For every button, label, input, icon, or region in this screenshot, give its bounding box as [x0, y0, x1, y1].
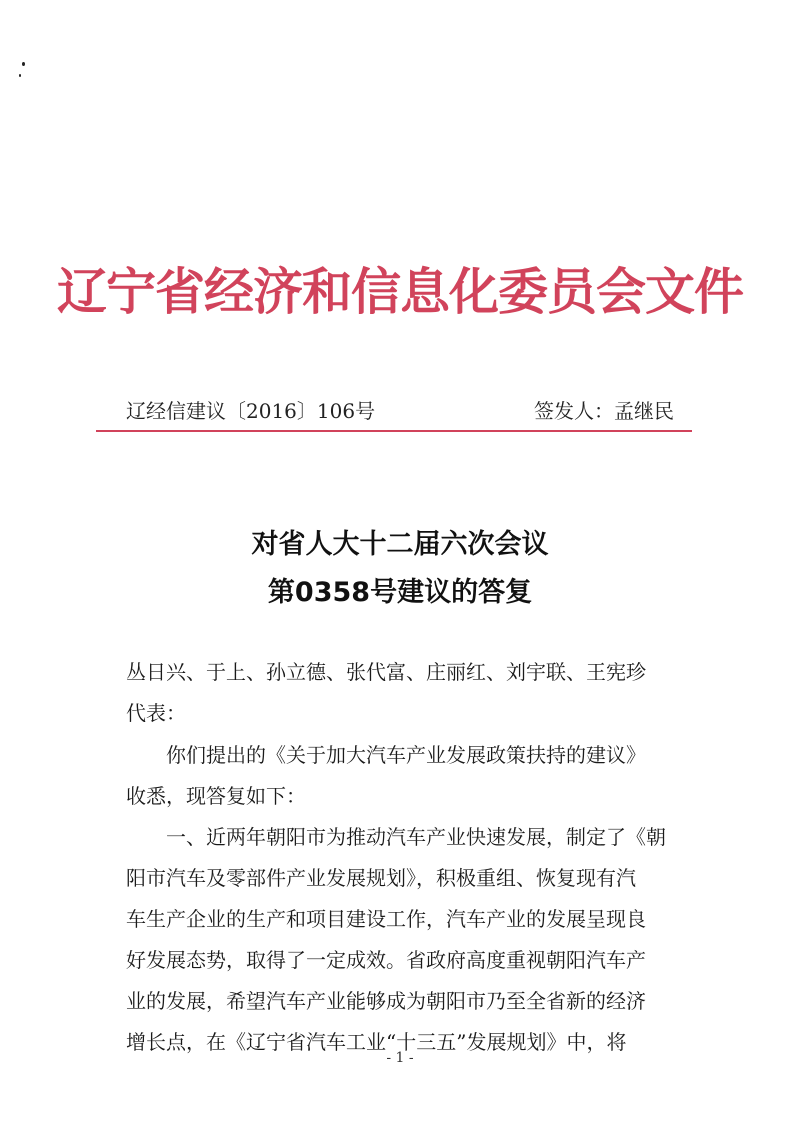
body-line: 一、近两年朝阳市为推动汽车产业快速发展，制定了《朝 [126, 825, 666, 849]
salutation-line-1: 丛日兴、于上、孙立德、张代富、庄丽红、刘宇联、王宪珍 [126, 660, 646, 684]
body-line: 你们提出的《关于加大汽车产业发展政策扶持的建议》 [126, 743, 646, 767]
document-title-line-2: 第0358号建议的答复 [267, 577, 533, 608]
body-line: 好发展态势，取得了一定成效。省政府高度重视朝阳汽车产 [126, 948, 646, 972]
salutation-line-2: 代表： [126, 701, 186, 725]
body-line: 收悉，现答复如下： [126, 784, 306, 808]
document-title-line-1: 对省人大十二届六次会议 [251, 529, 549, 560]
red-divider-rule [96, 430, 692, 432]
body-line: 增长点，在《辽宁省汽车工业“十三五”发展规划》中，将 [126, 1030, 627, 1054]
body-line: 业的发展，希望汽车产业能够成为朝阳市乃至全省新的经济 [126, 989, 646, 1013]
issuer-signature-line: 签发人：孟继民 [534, 399, 674, 423]
scan-speck [19, 74, 21, 77]
body-line: 车生产企业的生产和项目建设工作，汽车产业的发展呈现良 [126, 907, 646, 931]
document-number: 辽经信建议〔2016〕106号 [126, 399, 376, 423]
issuing-authority-title: 辽宁省经济和信息化委员会文件 [57, 262, 743, 321]
page-number: - 1 - [386, 1050, 414, 1066]
scan-speck [22, 62, 25, 66]
body-line: 阳市汽车及零部件产业发展规划》，积极重组、恢复现有汽 [126, 866, 636, 890]
